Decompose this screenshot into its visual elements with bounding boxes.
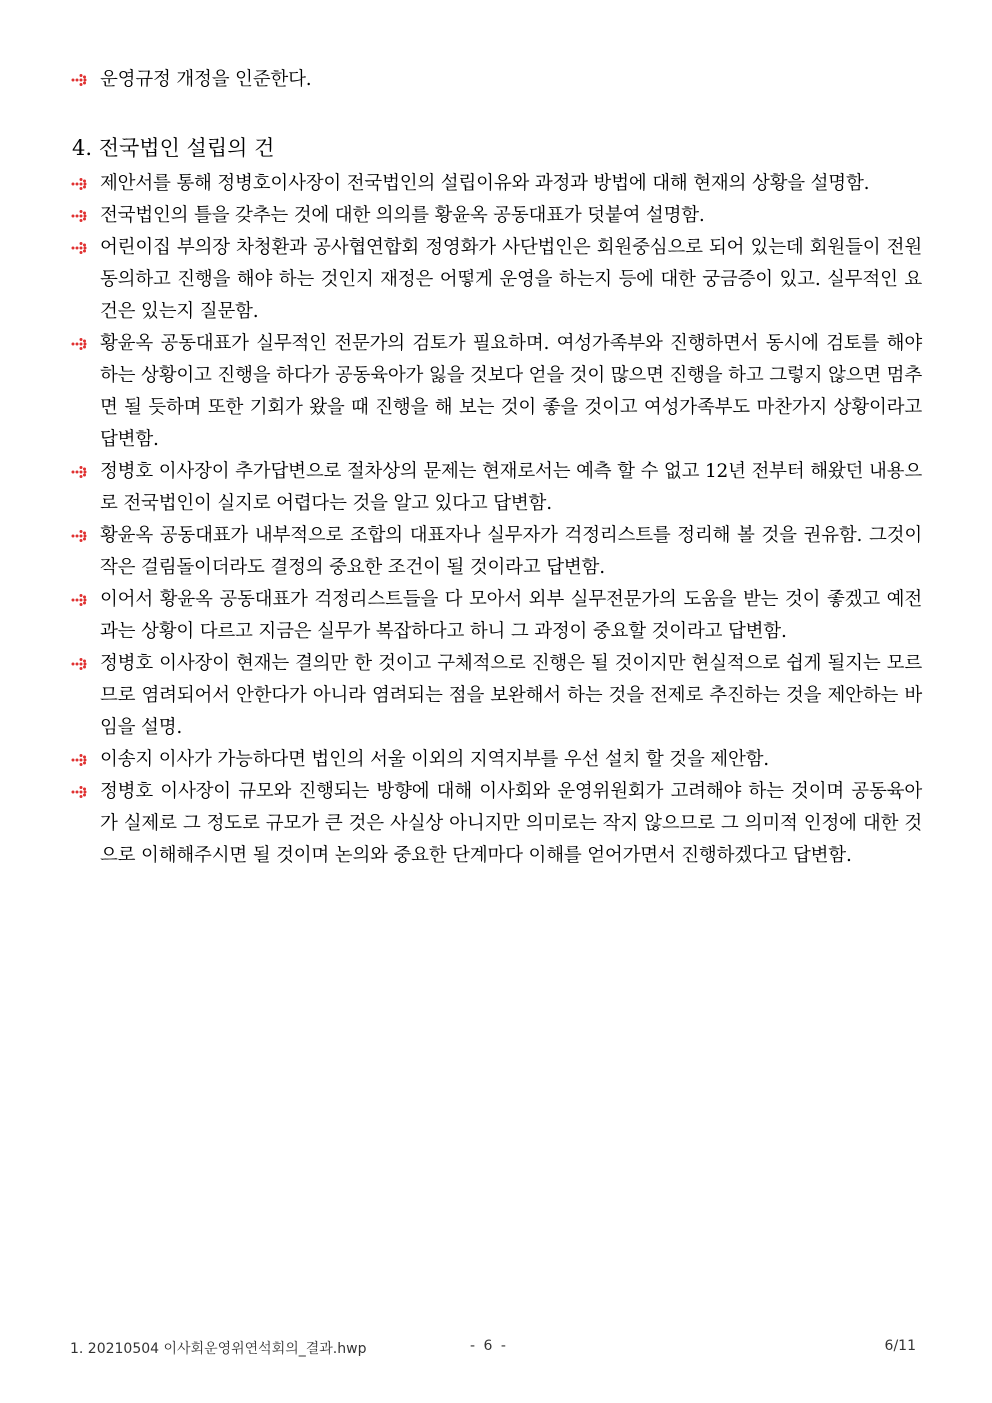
- list-item: [70, 456, 922, 520]
- list-item: [70, 232, 922, 328]
- list-item-text: 정병호 이사장이 규모와 진행되는 방향에 대해 이사회와 운영위원회가 고려해야 하는 것이며 공동육아가 실제로 그 정도로 규모가 큰 것은 사실상 아니지만 의미로는 작지 않으므로 그 의미적 인정에 대한 것으로 이해해주시면 될 것이며 논의와 중요한 단계마다 이해를 얻어가면서 진행하겠다고 답변함.: [100, 781, 922, 866]
- list-item: [70, 328, 922, 456]
- document-body: [70, 64, 922, 872]
- list-item-text: 황윤옥 공동대표가 실무적인 전문가의 검토가 필요하며. 여성가족부와 진행하면서 동시에 검토를 해야 하는 상황이고 진행을 하다가 공동육아가 잃을 것보다 얻을 것이 많으면 진행을 하고 그렇지 않으면 멈추면 될 듯하며 또한 기회가 왔을 때 진행을 해 보는 것이 좋을 것이고 여성가족부도 마찬가지 상황이라고 답변함.: [100, 333, 922, 450]
- page-footer: [70, 1338, 922, 1360]
- red-dotted-cross-bullet-icon: [70, 752, 90, 768]
- footer-page-ratio: 6/11: [884, 1338, 916, 1354]
- red-dotted-cross-bullet-icon: [70, 528, 90, 544]
- red-dotted-cross-bullet-icon: [70, 336, 90, 352]
- list-item: [70, 64, 922, 96]
- list-item-text: 황윤옥 공동대표가 내부적으로 조합의 대표자나 실무자가 걱정리스트를 정리해 볼 것을 권유함. 그것이 작은 걸림돌이더라도 결정의 중요한 조건이 될 것이라고 답변함.: [100, 525, 922, 578]
- section-heading: 4. 전국법인 설립의 건: [72, 136, 275, 160]
- red-dotted-cross-bullet-icon: [70, 656, 90, 672]
- list-item-text: 전국법인의 틀을 갖추는 것에 대한 의의를 황윤옥 공동대표가 덧붙여 설명함.: [100, 205, 705, 226]
- list-item-text: 이어서 황윤옥 공동대표가 걱정리스트들을 다 모아서 외부 실무전문가의 도움을 받는 것이 좋겠고 예전과는 상황이 다르고 지금은 실무가 복잡하다고 하니 그 과정이 중요할 것이라고 답변함.: [100, 589, 922, 642]
- list-item-text: 운영규정 개정을 인준한다.: [100, 69, 312, 90]
- list-item: [70, 744, 922, 776]
- red-dotted-cross-bullet-icon: [70, 784, 90, 800]
- footer-page-number: - 6 -: [470, 1338, 508, 1354]
- list-item: [70, 776, 922, 872]
- red-dotted-cross-bullet-icon: [70, 72, 90, 88]
- red-dotted-cross-bullet-icon: [70, 592, 90, 608]
- list-item-text: 제안서를 통해 정병호이사장이 전국법인의 설립이유와 과정과 방법에 대해 현재의 상황을 설명함.: [100, 173, 870, 194]
- list-item: [70, 168, 922, 200]
- intro-list: [70, 64, 922, 96]
- footer-filename: 1. 20210504 이사회운영위연석회의_결과.hwp: [70, 1341, 367, 1357]
- section-item-list: [70, 168, 922, 872]
- list-item-text: 어린이집 부의장 차청환과 공사협연합회 정영화가 사단법인은 회원중심으로 되어 있는데 회원들이 전원 동의하고 진행을 해야 하는 것인지 재정은 어떻게 운영을 하는지 등에 대한 궁금증이 있고. 실무적인 요건은 있는지 질문함.: [100, 237, 922, 322]
- list-item: [70, 520, 922, 584]
- list-item: [70, 584, 922, 648]
- list-item: [70, 648, 922, 744]
- red-dotted-cross-bullet-icon: [70, 208, 90, 224]
- list-item-text: 정병호 이사장이 추가답변으로 절차상의 문제는 현재로서는 예측 할 수 없고 12년 전부터 해왔던 내용으로 전국법인이 실지로 어렵다는 것을 알고 있다고 답변함.: [100, 461, 922, 514]
- red-dotted-cross-bullet-icon: [70, 176, 90, 192]
- red-dotted-cross-bullet-icon: [70, 464, 90, 480]
- red-dotted-cross-bullet-icon: [70, 240, 90, 256]
- list-item-text: 이송지 이사가 가능하다면 법인의 서울 이외의 지역지부를 우선 설치 할 것을 제안함.: [100, 749, 769, 770]
- list-item: [70, 200, 922, 232]
- list-item-text: 정병호 이사장이 현재는 결의만 한 것이고 구체적으로 진행은 될 것이지만 현실적으로 쉽게 될지는 모르므로 염려되어서 안한다가 아니라 염려되는 점을 보완해서 하는 것을 전제로 추진하는 것을 제안하는 바임을 설명.: [100, 653, 922, 738]
